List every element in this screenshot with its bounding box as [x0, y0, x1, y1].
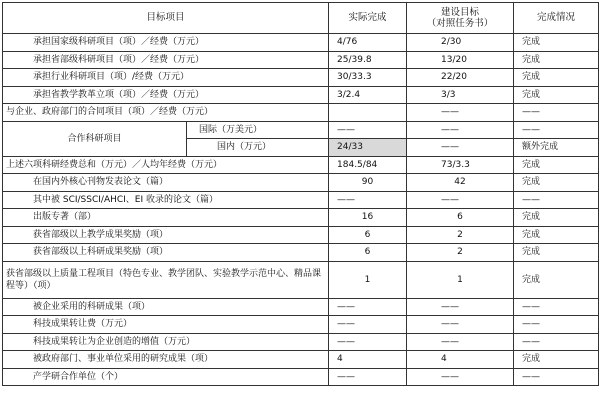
- row-label: 科技成果转让费（万元）: [3, 316, 329, 334]
- row-actual: 16: [329, 209, 407, 227]
- table-row: [3, 333, 599, 351]
- row-status: ——: [514, 121, 599, 139]
- row-target: ——: [407, 298, 514, 316]
- row-label: 获省部级以上教学成果奖励（项）: [3, 226, 329, 244]
- row-actual: 6: [329, 226, 407, 244]
- table-row: [3, 244, 599, 262]
- row-target: 2/30: [407, 34, 514, 52]
- row-label: 上述六项科研经费总和（万元）／人均年经费（万元）: [3, 156, 329, 174]
- header-row: [3, 3, 599, 34]
- row-target: 73/3.3: [407, 156, 514, 174]
- header-target-line2: （对照任务书）: [426, 18, 494, 29]
- results-table: [2, 2, 599, 386]
- row-label: 在国内外核心刊物发表论文（篇）: [3, 174, 329, 192]
- table-row: [3, 316, 599, 334]
- row-target: 2: [407, 244, 514, 262]
- row-actual: 6: [329, 244, 407, 262]
- table-row: [3, 261, 599, 298]
- row-target: 42: [407, 174, 514, 192]
- header-item: 目标项目: [3, 3, 329, 34]
- row-target: ——: [407, 368, 514, 386]
- row-status: 完成: [514, 226, 599, 244]
- table-row: [3, 156, 599, 174]
- row-target: 1: [407, 261, 514, 298]
- row-label: 被企业采用的科研成果（项）: [3, 298, 329, 316]
- row-label: 合作科研项目: [3, 121, 187, 156]
- row-label: 获省部级以上科研成果奖励（项）: [3, 244, 329, 262]
- row-status: 完成: [514, 261, 599, 298]
- row-actual: 25/39.8: [329, 51, 407, 69]
- row-label: 出版专著（部）: [3, 209, 329, 227]
- row-label: 承担行业科研项目（项）/经费（万元）: [3, 69, 329, 87]
- row-actual: ——: [329, 191, 407, 209]
- row-status: 完成: [514, 69, 599, 87]
- table-row: [3, 191, 599, 209]
- row-target: 3/3: [407, 86, 514, 104]
- row-status: 完成: [514, 244, 599, 262]
- table-row: [3, 174, 599, 192]
- row-status: 额外完成: [514, 139, 599, 157]
- row-status: 完成: [514, 351, 599, 369]
- table-row: [3, 226, 599, 244]
- row-target: 4: [407, 351, 514, 369]
- row-actual: 4/76: [329, 34, 407, 52]
- row-status: 完成: [514, 209, 599, 227]
- row-status: ——: [514, 368, 599, 386]
- row-status: ——: [514, 298, 599, 316]
- row-sub-label: 国内（万元）: [187, 139, 329, 157]
- table-row: [3, 351, 599, 369]
- row-target: ——: [407, 121, 514, 139]
- row-label: 获省部级以上质量工程项目（特色专业、教学团队、实验教学示范中心、精品课程等）（项）: [3, 261, 329, 298]
- row-actual: 1: [329, 261, 407, 298]
- row-actual: 4: [329, 351, 407, 369]
- row-status: ——: [514, 104, 599, 122]
- table-row: [3, 34, 599, 52]
- header-actual: 实际完成: [329, 3, 407, 34]
- table-row: [3, 121, 599, 139]
- table-row: [3, 51, 599, 69]
- row-status: ——: [514, 316, 599, 334]
- row-target: 2: [407, 226, 514, 244]
- header-target-line1: 建设目标: [441, 7, 480, 18]
- row-label: 其中被 SCI/SSCI/AHCI、EI 收录的论文（篇）: [3, 191, 329, 209]
- table-row: [3, 69, 599, 87]
- table-row: [3, 209, 599, 227]
- row-actual: 30/33.3: [329, 69, 407, 87]
- row-label: 承担国家级科研项目（项）／经费（万元）: [3, 34, 329, 52]
- row-label: 被政府部门、事业单位采用的研究成果（项）: [3, 351, 329, 369]
- row-target: ——: [407, 139, 514, 157]
- table-row: [3, 104, 599, 122]
- row-actual: ——: [329, 368, 407, 386]
- row-status: 完成: [514, 34, 599, 52]
- table-row: [3, 298, 599, 316]
- row-target: 6: [407, 209, 514, 227]
- row-actual: [329, 104, 407, 122]
- row-target: ——: [407, 104, 514, 122]
- row-target: 13/20: [407, 51, 514, 69]
- row-status: 完成: [514, 51, 599, 69]
- row-status: 完成: [514, 156, 599, 174]
- row-status: ——: [514, 333, 599, 351]
- row-actual: ——: [329, 298, 407, 316]
- row-target: ——: [407, 316, 514, 334]
- row-status: 完成: [514, 174, 599, 192]
- row-target: ——: [407, 333, 514, 351]
- row-actual: 24/33: [329, 139, 407, 157]
- row-target: ——: [407, 191, 514, 209]
- row-target: 22/20: [407, 69, 514, 87]
- header-target: [407, 3, 514, 34]
- row-actual: 184.5/84: [329, 156, 407, 174]
- row-actual: 3/2.4: [329, 86, 407, 104]
- row-sub-label: 国际（万美元）: [187, 121, 329, 139]
- row-actual: ——: [329, 333, 407, 351]
- row-label: 承担省教学教革立项（项）／经费（万元）: [3, 86, 329, 104]
- row-label: 产学研合作单位（个）: [3, 368, 329, 386]
- row-status: 完成: [514, 86, 599, 104]
- row-label: 与企业、政府部门的合同项目（项）／经费（万元）: [3, 104, 329, 122]
- table-row: [3, 368, 599, 386]
- row-label: 承担省部级科研项目（项）／经费（万元）: [3, 51, 329, 69]
- row-actual: ——: [329, 121, 407, 139]
- row-actual: ——: [329, 316, 407, 334]
- row-label: 科技成果转让为企业创造的增值（万元）: [3, 333, 329, 351]
- table-row: [3, 86, 599, 104]
- header-status: 完成情况: [514, 3, 599, 34]
- row-status: ——: [514, 191, 599, 209]
- row-actual: 90: [329, 174, 407, 192]
